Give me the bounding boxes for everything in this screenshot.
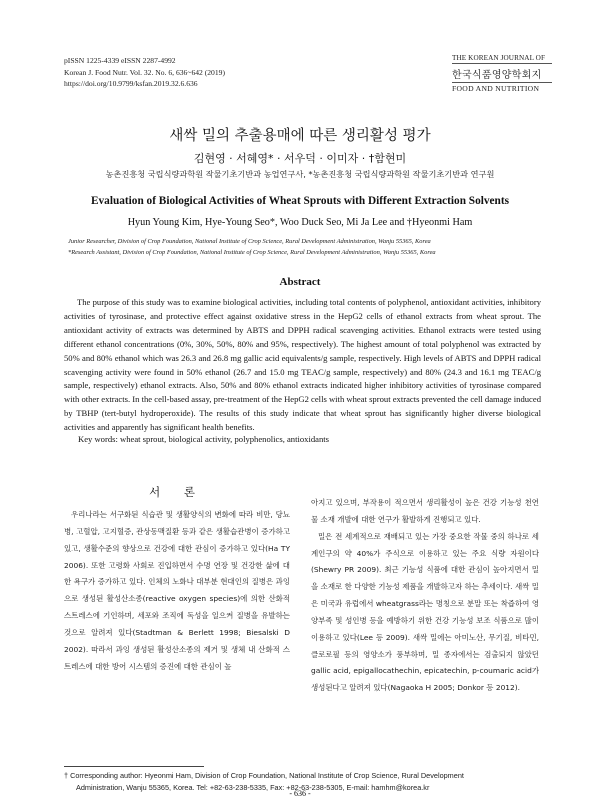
abstract-body: The purpose of this study was to examine biological activities, including total contents of polyphenol, antioxidant activities, inhibitory activities of tyrosinase, and protective effect against oxidative stress in the HepG2 cells of ethanol extracts from wheat sprout. The antioxidant activity of extracts was determined by ABTS and DPPH radical scavenging activities. Ethanol extracts were tested using different ethanol concentrations (0%, 30%, 50%, 80% and 95%, respectively). The highest amount of total polyphenol was extracted by 50% and 80% ethanol which was 26.3 and 26.8 mg gallic acid equivalents/g sample, respectively. High levels of ABTS and DPPH radical scavenging activity were found in 50% ethanol (26.7 and 15.0 mg TEAC/g sample, respectively) and 80% (24.3 and 16.1 mg TEAC/g sample, respectively) ethanol extracts. Also, 50% and 80% ethanol extracts indicated higher inhibitory activities of tyrosinase compared with other extracts. In the cell-based assay, pre-treatment of the HepG2 cells with wheat sprout extracts prevented the cell damage induced by TBHP (tert-butyl hydroperoxide). The results of this study indicate that wheat sprout has significantly higher diverse biological activities and apparently has significant health benefits. bbox=[64, 297, 541, 433]
keywords: Key words: wheat sprout, biological activity, polyphenolics, antioxidants bbox=[78, 434, 330, 444]
left-column-paragraph: 우리나라는 서구화된 식습관 및 생활양식의 변화에 따라 비만, 당뇨병, 고혈압, 고지혈증, 관상동맥질환 등과 같은 생활습관병이 증가하고 있고, 생활수준의 향상으로 건강에 대한 관심이 증가하고 있다(Ha TY 2006). 또한 고령화 사회로 진입하면서 수명 연장 및 건강한 삶에 대한 욕구가 증가하고 있다. 인체의 노화나 대부분 현대인의 질병은 과잉으로 생성된 활성산소종(reactive oxygen species)에 의한 산화적 스트레스에 기인하며, 세포와 조직에 독성을 일으켜 질병을 유발하는 것으로 알려져 있다(Stadtman & Berlett 1998; Biesalski D 2002). 따라서 과잉 생성된 활성산소종의 제거 및 생체 내 산화적 스트레스에 대한 방어 시스템의 증진에 대한 관심이 높 bbox=[64, 510, 290, 671]
issn-line: pISSN 1225-4339 eISSN 2287-4992 bbox=[64, 56, 176, 65]
authors-english: Hyun Young Kim, Hye-Young Seo*, Woo Duck Seo, Mi Ja Lee and †Hyeonmi Ham bbox=[127, 217, 473, 228]
citation-block bbox=[64, 55, 225, 90]
section-heading-introduction: 서 론 bbox=[149, 485, 205, 499]
right-column-paragraph-2: 밀은 전 세계적으로 재배되고 있는 가장 중요한 작물 중의 하나로 세계인구의 약 40%가 주식으로 이용하고 있는 주요 식량 자원이다(Shewry PR 2009). 최근 기능성 식품에 대한 관심이 높아지면서 밀을 소재로 한 다양한 기능성 제품을 개발하고자 하는 추세이다. 새싹 밀은 미국과 유럽에서 wheatgrass라는 명칭으로 분말 또는 착즙하여 영양부족 및 성인병 등을 예방하기 위한 건강 기능성 보조 식품으로 많이 이용하고 있다(Lee 등 2009). 새싹 밀에는 아미노산, 무기질, 비타민, 클로로필 등의 영양소가 풍부하며, 밀 종자에서는 검출되지 않았던 gallic acid, epigallocathechin, epicatechin, p-coumaric acid가 생성된다고 알려져 있다(Nagaoka H 2005; Donkor 등 2012). bbox=[311, 531, 539, 693]
journal-logo bbox=[452, 54, 552, 93]
right-column bbox=[311, 495, 539, 697]
journal-name-en-bottom: FOOD AND NUTRITION bbox=[452, 82, 552, 93]
footnote-line-1: † Corresponding author: Hyeonmi Ham, Division of Crop Foundation, National Institute of Crop Science, Rural Development bbox=[64, 771, 464, 780]
journal-name-ko: 한국식품영양학회지 bbox=[452, 70, 542, 81]
journal-name-en-top: THE KOREAN JOURNAL OF bbox=[452, 54, 552, 64]
affiliation-english-2: *Research Assistant, Division of Crop Foundation, National Institute of Crop Science, Rural Development Administration, Wanju 55365, Korea bbox=[68, 249, 436, 256]
left-column bbox=[64, 507, 290, 675]
doi-link[interactable]: https://doi.org/10.9799/ksfan.2019.32.6.636 bbox=[64, 79, 198, 88]
affiliation-korean: 농촌진흥청 국립식량과학원 작물기초기반과 농업연구사, *농촌진흥청 국립식량과학원 작물기초기반과 연구원 bbox=[105, 169, 495, 179]
footnote-divider bbox=[64, 766, 204, 767]
affiliation-english-1: Junior Researcher, Division of Crop Foundation, National Institute of Crop Science, Rural Development Administration, Wanju 55365, Korea bbox=[68, 238, 431, 245]
title-english: Evaluation of Biological Activities of Wheat Sprouts with Different Extraction Solvents bbox=[91, 195, 509, 207]
abstract-heading: Abstract bbox=[279, 276, 321, 288]
citation-line: Korean J. Food Nutr. Vol. 32. No. 6, 636~642 (2019) bbox=[64, 67, 225, 77]
authors-korean: 김현영 · 서혜영* · 서우덕 · 이미자 · †함현미 bbox=[193, 152, 407, 165]
affiliation-english bbox=[68, 236, 538, 258]
footnote-line-2: Administration, Wanju 55365, Korea. Tel: +82-63-238-5335, Fax: +82-63-238-5305, E-mail: hamhm@korea.kr bbox=[76, 782, 430, 792]
page-number: - 636 - bbox=[289, 789, 311, 798]
title-korean: 새싹 밀의 추출용매에 따른 생리활성 평가 bbox=[169, 128, 431, 144]
right-column-paragraph-1: 아지고 있으며, 부작용이 적으면서 생리활성이 높은 건강 기능성 천연물 소재 개발에 대한 연구가 활발하게 진행되고 있다. bbox=[311, 498, 539, 524]
